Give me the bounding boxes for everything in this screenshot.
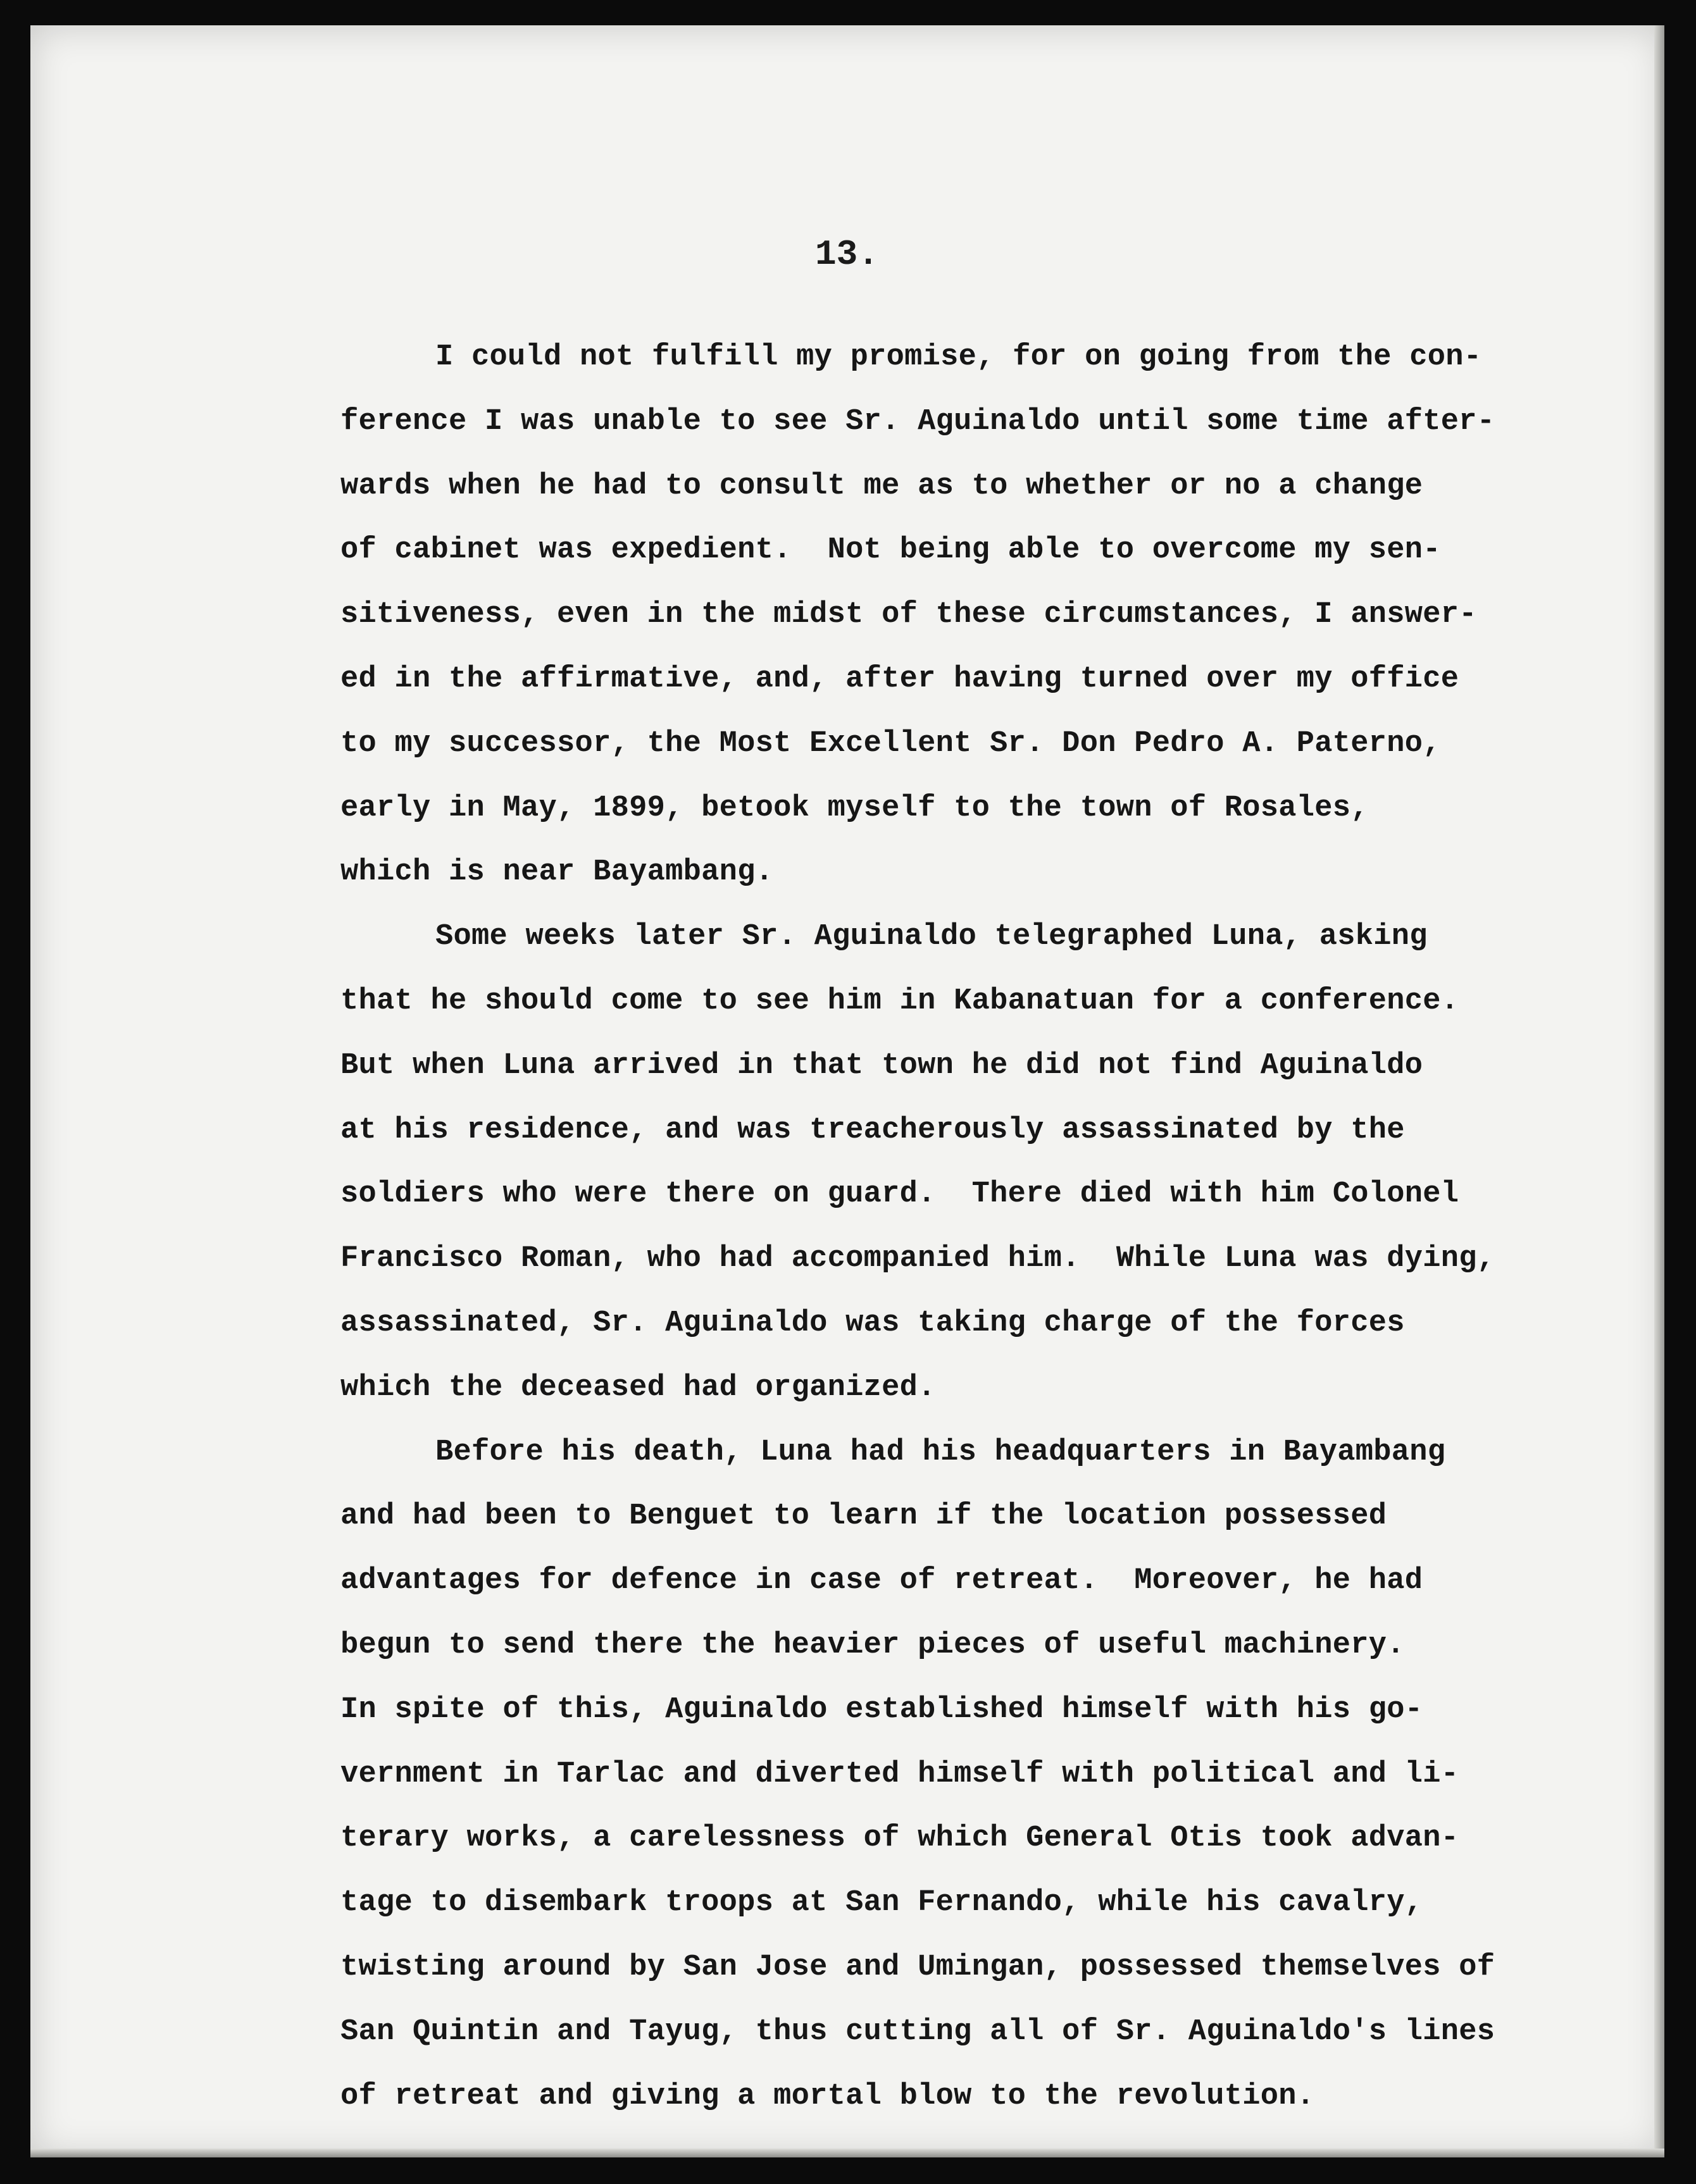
text-line: In spite of this, Aguinaldo established himself with his go- <box>340 1692 1423 1727</box>
text-line: Before his death, Luna had his headquarters in Bayambang <box>435 1435 1446 1469</box>
text-line: early in May, 1899, betook myself to the town of Rosales, <box>340 791 1369 825</box>
document-page <box>30 25 1664 2157</box>
body-text <box>340 325 1593 2128</box>
text-line: that he should come to see him in Kabanatuan for a conference. <box>340 984 1459 1018</box>
text-line: ed in the affirmative, and, after having turned over my office <box>340 662 1459 696</box>
text-line: which the deceased had organized. <box>340 1370 936 1405</box>
text-line: Some weeks later Sr. Aguinaldo telegraphed Luna, asking <box>435 920 1428 954</box>
page-number: 13. <box>815 234 879 275</box>
text-line: to my successor, the Most Excellent Sr. Don Pedro A. Paterno, <box>340 726 1441 760</box>
text-line: tage to disembark troops at San Fernando, while his cavalry, <box>340 1886 1423 1920</box>
text-line: terary works, a carelessness of which General Otis took advan- <box>340 1821 1459 1856</box>
text-line: soldiers who were there on guard. There died with him Colonel <box>340 1177 1459 1212</box>
text-line: wards when he had to consult me as to whether or no a change <box>340 469 1423 503</box>
text-line: of cabinet was expedient. Not being able to overcome my sen- <box>340 533 1441 568</box>
text-line: twisting around by San Jose and Umingan, possessed themselves of <box>340 1950 1495 1984</box>
text-line: sitiveness, even in the midst of these circumstances, I answer- <box>340 598 1477 632</box>
text-line: assassinated, Sr. Aguinaldo was taking charge of the forces <box>340 1306 1405 1340</box>
text-line: begun to send there the heavier pieces of useful machinery. <box>340 1628 1405 1662</box>
paper-edge-bottom <box>30 2149 1664 2157</box>
text-line: of retreat and giving a mortal blow to the revolution. <box>340 2079 1315 2113</box>
text-line: which is near Bayambang. <box>340 855 774 890</box>
text-line: advantages for defence in case of retreat. Moreover, he had <box>340 1564 1423 1598</box>
text-line: ference I was unable to see Sr. Aguinaldo until some time after- <box>340 404 1495 438</box>
text-line: I could not fulfill my promise, for on going from the con- <box>435 340 1482 374</box>
text-line: Francisco Roman, who had accompanied him. While Luna was dying, <box>340 1242 1495 1276</box>
paper-edge-right <box>1654 25 1664 2157</box>
text-line: vernment in Tarlac and diverted himself with political and li- <box>340 1757 1459 1791</box>
text-line: But when Luna arrived in that town he did not find Aguinaldo <box>340 1048 1423 1083</box>
text-line: San Quintin and Tayug, thus cutting all of Sr. Aguinaldo's lines <box>340 2014 1495 2049</box>
text-line: at his residence, and was treacherously assassinated by the <box>340 1113 1405 1147</box>
text-line: and had been to Benguet to learn if the location possessed <box>340 1499 1387 1534</box>
